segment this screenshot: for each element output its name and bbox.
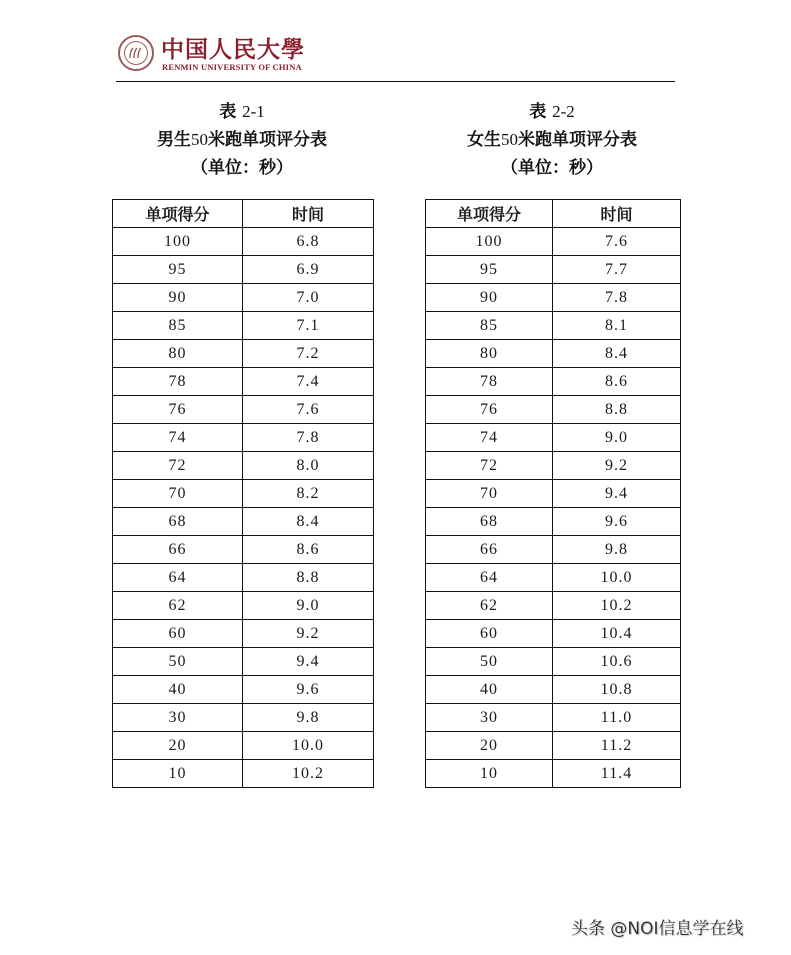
university-name-en: RENMIN UNIVERSITY OF CHINA xyxy=(162,62,302,72)
table-row xyxy=(113,592,374,620)
time-cell: 8.6 xyxy=(553,368,681,396)
table-title-line xyxy=(425,126,679,154)
time-cell: 7.2 xyxy=(243,340,374,368)
table-row xyxy=(426,228,681,256)
time-cell: 9.0 xyxy=(243,592,374,620)
table-row xyxy=(426,620,681,648)
table-row xyxy=(113,312,374,340)
table-row xyxy=(113,396,374,424)
score-cell: 78 xyxy=(426,368,553,396)
table-row xyxy=(426,704,681,732)
table-row xyxy=(426,480,681,508)
score-cell: 40 xyxy=(113,676,243,704)
score-cell: 95 xyxy=(113,256,243,284)
girls-50m-score-table xyxy=(425,199,681,788)
table-row xyxy=(113,676,374,704)
time-cell: 8.8 xyxy=(243,564,374,592)
table-row xyxy=(426,312,681,340)
table-row xyxy=(426,508,681,536)
table-row xyxy=(426,368,681,396)
score-cell: 78 xyxy=(113,368,243,396)
time-cell: 7.6 xyxy=(553,228,681,256)
title-suffix: 米跑单项评分表 xyxy=(518,130,637,150)
score-cell: 30 xyxy=(426,704,553,732)
table-row xyxy=(426,648,681,676)
time-cell: 7.1 xyxy=(243,312,374,340)
time-cell: 8.0 xyxy=(243,452,374,480)
score-cell: 70 xyxy=(426,480,553,508)
time-cell: 9.0 xyxy=(553,424,681,452)
time-cell: 7.4 xyxy=(243,368,374,396)
time-cell: 10.8 xyxy=(553,676,681,704)
table-body xyxy=(113,228,374,788)
table-title-line xyxy=(112,126,372,154)
table-row xyxy=(113,284,374,312)
table-row xyxy=(426,396,681,424)
time-cell: 11.4 xyxy=(553,760,681,788)
table-row xyxy=(426,424,681,452)
table-caption-boys xyxy=(112,98,372,182)
score-cell: 74 xyxy=(426,424,553,452)
score-cell: 10 xyxy=(113,760,243,788)
table-row xyxy=(113,732,374,760)
column-header-time: 时间 xyxy=(243,200,374,228)
title-prefix: 男生 xyxy=(157,130,191,150)
score-cell: 72 xyxy=(113,452,243,480)
score-cell: 95 xyxy=(426,256,553,284)
header-divider xyxy=(116,81,675,82)
table-row xyxy=(113,368,374,396)
time-cell: 7.0 xyxy=(243,284,374,312)
time-cell: 8.4 xyxy=(553,340,681,368)
time-cell: 8.1 xyxy=(553,312,681,340)
table-caption-girls xyxy=(425,98,679,182)
score-cell: 20 xyxy=(113,732,243,760)
score-cell: 64 xyxy=(113,564,243,592)
column-header-score: 单项得分 xyxy=(113,200,243,228)
score-cell: 80 xyxy=(426,340,553,368)
table-row xyxy=(113,256,374,284)
score-cell: 10 xyxy=(426,760,553,788)
time-cell: 9.8 xyxy=(553,536,681,564)
table-unit: （单位：秒） xyxy=(501,158,603,178)
time-cell: 9.6 xyxy=(553,508,681,536)
time-cell: 9.6 xyxy=(243,676,374,704)
score-cell: 76 xyxy=(113,396,243,424)
table-row xyxy=(426,676,681,704)
table-header-row xyxy=(426,200,681,228)
table-row xyxy=(426,732,681,760)
score-cell: 60 xyxy=(426,620,553,648)
score-cell: 100 xyxy=(113,228,243,256)
table-label: 表 xyxy=(219,102,237,122)
time-cell: 7.6 xyxy=(243,396,374,424)
title-number: 50 xyxy=(191,130,208,149)
seal-glyph-icon xyxy=(128,46,144,60)
table-row xyxy=(113,424,374,452)
table-row xyxy=(426,536,681,564)
time-cell: 11.0 xyxy=(553,704,681,732)
score-cell: 90 xyxy=(426,284,553,312)
time-cell: 8.6 xyxy=(243,536,374,564)
table-row xyxy=(426,340,681,368)
time-cell: 10.2 xyxy=(553,592,681,620)
score-cell: 72 xyxy=(426,452,553,480)
score-cell: 74 xyxy=(113,424,243,452)
column-header-time: 时间 xyxy=(553,200,681,228)
score-cell: 62 xyxy=(113,592,243,620)
table-row xyxy=(426,256,681,284)
column-header-score: 单项得分 xyxy=(426,200,553,228)
time-cell: 11.2 xyxy=(553,732,681,760)
time-cell: 8.2 xyxy=(243,480,374,508)
table-row xyxy=(113,648,374,676)
table-row xyxy=(113,480,374,508)
table-number: 2-2 xyxy=(552,102,575,121)
table-body xyxy=(426,228,681,788)
time-cell: 9.2 xyxy=(553,452,681,480)
title-suffix: 米跑单项评分表 xyxy=(208,130,327,150)
score-cell: 60 xyxy=(113,620,243,648)
time-cell: 7.8 xyxy=(553,284,681,312)
table-row xyxy=(113,508,374,536)
time-cell: 9.8 xyxy=(243,704,374,732)
time-cell: 10.0 xyxy=(553,564,681,592)
score-cell: 90 xyxy=(113,284,243,312)
table-number-line xyxy=(112,98,372,126)
seal-inner-ring xyxy=(124,41,148,65)
time-cell: 8.4 xyxy=(243,508,374,536)
score-cell: 85 xyxy=(113,312,243,340)
time-cell: 10.4 xyxy=(553,620,681,648)
table-label: 表 xyxy=(529,102,547,122)
score-cell: 66 xyxy=(426,536,553,564)
time-cell: 7.7 xyxy=(553,256,681,284)
table-row xyxy=(426,592,681,620)
score-cell: 68 xyxy=(113,508,243,536)
table-row xyxy=(426,760,681,788)
table-row xyxy=(426,284,681,312)
table-row xyxy=(113,760,374,788)
score-cell: 40 xyxy=(426,676,553,704)
table-row xyxy=(113,620,374,648)
score-cell: 64 xyxy=(426,564,553,592)
table-number-line xyxy=(425,98,679,126)
table-unit: （单位：秒） xyxy=(191,158,293,178)
table-row xyxy=(113,704,374,732)
score-cell: 85 xyxy=(426,312,553,340)
time-cell: 9.4 xyxy=(553,480,681,508)
table-row xyxy=(113,228,374,256)
watermark-text: 头条 @NOI信息学在线 xyxy=(571,919,744,939)
score-cell: 20 xyxy=(426,732,553,760)
title-prefix: 女生 xyxy=(467,130,501,150)
score-cell: 70 xyxy=(113,480,243,508)
time-cell: 10.6 xyxy=(553,648,681,676)
university-seal-icon xyxy=(118,35,154,71)
time-cell: 10.2 xyxy=(243,760,374,788)
table-row xyxy=(113,536,374,564)
score-cell: 30 xyxy=(113,704,243,732)
score-cell: 66 xyxy=(113,536,243,564)
time-cell: 9.4 xyxy=(243,648,374,676)
table-row xyxy=(426,564,681,592)
time-cell: 8.8 xyxy=(553,396,681,424)
time-cell: 10.0 xyxy=(243,732,374,760)
score-cell: 76 xyxy=(426,396,553,424)
boys-50m-score-table xyxy=(112,199,374,788)
table-row xyxy=(426,452,681,480)
score-cell: 100 xyxy=(426,228,553,256)
table-row xyxy=(113,452,374,480)
time-cell: 7.8 xyxy=(243,424,374,452)
time-cell: 9.2 xyxy=(243,620,374,648)
university-header xyxy=(114,33,676,83)
score-cell: 68 xyxy=(426,508,553,536)
table-header-row xyxy=(113,200,374,228)
score-cell: 50 xyxy=(113,648,243,676)
title-number: 50 xyxy=(501,130,518,149)
time-cell: 6.8 xyxy=(243,228,374,256)
score-cell: 50 xyxy=(426,648,553,676)
table-row xyxy=(113,340,374,368)
table-number: 2-1 xyxy=(242,102,265,121)
score-cell: 80 xyxy=(113,340,243,368)
university-name-cn: 中国人民大學 xyxy=(161,36,305,63)
table-row xyxy=(113,564,374,592)
score-cell: 62 xyxy=(426,592,553,620)
time-cell: 6.9 xyxy=(243,256,374,284)
